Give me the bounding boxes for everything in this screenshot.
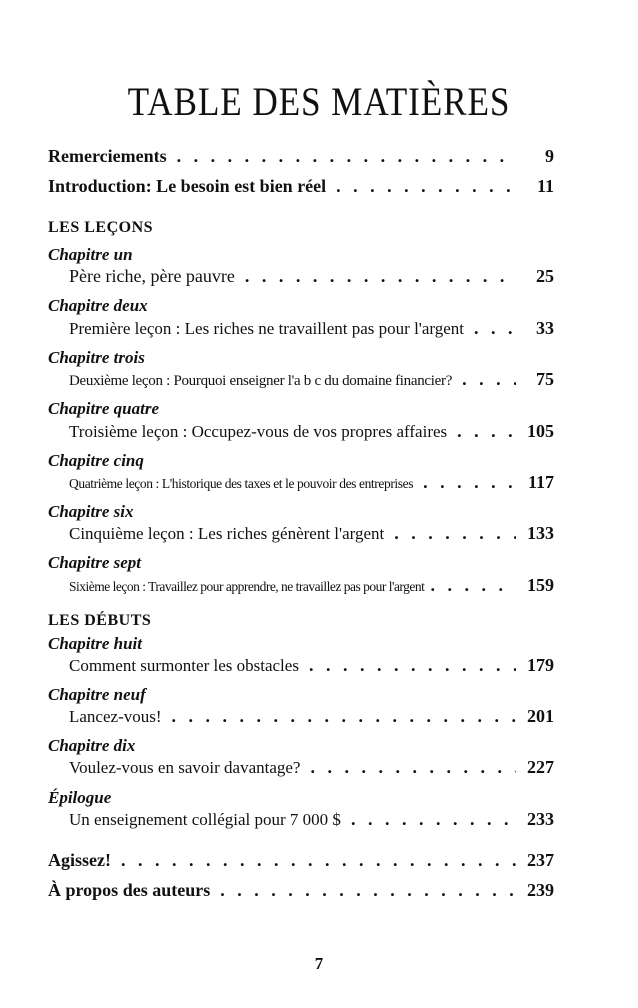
toc-entry-page: 159	[527, 575, 554, 595]
section-heading-debuts: LES DÉBUTS	[48, 612, 152, 629]
toc-entry	[69, 655, 554, 681]
toc-entry	[69, 421, 554, 447]
dot-leader	[245, 266, 516, 287]
page-title: TABLE DES MATIÈRES	[127, 79, 511, 124]
chapter-heading: Chapitre dix	[48, 736, 136, 755]
toc-entry-label: Père riche, père pauvre	[69, 266, 235, 286]
dot-leader	[121, 850, 516, 871]
toc-entry-label: Remerciements	[48, 146, 167, 166]
chapter-heading: Chapitre sept	[48, 553, 142, 572]
toc-entry-page: 9	[545, 146, 554, 166]
toc-entry-page: 117	[527, 472, 554, 492]
toc-entry-agissez	[48, 850, 554, 876]
toc-entry	[69, 757, 554, 783]
toc-entry-page: 237	[527, 850, 554, 870]
toc-entry-label: Introduction: Le besoin est bien réel	[48, 176, 327, 196]
dot-leader	[220, 880, 516, 901]
toc-entry-label: Un enseignement collégial pour 7 000 $	[69, 810, 341, 829]
dot-leader	[336, 176, 516, 197]
dot-leader	[457, 421, 516, 442]
toc-entry-page: 25	[536, 266, 554, 286]
toc-entry-page: 105	[527, 421, 554, 441]
chapter-heading: Chapitre un	[48, 245, 133, 264]
toc-entry-page: 75	[536, 369, 554, 389]
dot-leader	[423, 472, 516, 493]
toc-entry-page: 233	[527, 809, 554, 829]
toc-entry-a-propos	[48, 880, 554, 906]
toc-entry-page: 201	[527, 706, 554, 726]
toc-entry	[69, 706, 554, 732]
dot-leader	[430, 575, 516, 596]
chapter-heading: Chapitre neuf	[48, 685, 146, 704]
dot-leader	[309, 655, 516, 676]
section-heading-lecons: LES LEÇONS	[48, 219, 154, 236]
toc-entry	[69, 472, 554, 498]
toc-entry	[69, 523, 554, 549]
chapter-heading: Chapitre trois	[48, 348, 145, 367]
dot-leader	[177, 146, 516, 167]
dot-leader	[474, 318, 516, 339]
toc-entry-label: Cinquième leçon : Les riches génèrent l'argent	[69, 524, 385, 543]
toc-entry	[69, 318, 554, 344]
toc-entry-page: 179	[527, 655, 554, 675]
toc-entry-introduction	[48, 176, 554, 202]
toc-entry-label: Deuxième leçon : Pourquoi enseigner l'a b c du domaine financier?	[69, 373, 453, 389]
toc-entry-label: Troisième leçon : Occupez-vous de vos propres affaires	[69, 422, 448, 441]
dot-leader	[310, 757, 516, 778]
toc-entry-label: Sixième leçon : Travaillez pour apprendre, ne travaillez pas pour l'argent	[69, 579, 425, 594]
chapter-heading: Épilogue	[48, 788, 112, 807]
toc-entry-remerciements	[48, 146, 554, 172]
toc-entry-page: 33	[536, 318, 554, 338]
chapter-heading: Chapitre six	[48, 502, 134, 521]
dot-leader	[462, 369, 516, 390]
toc-entry	[69, 575, 554, 601]
toc-entry-page: 11	[536, 176, 554, 196]
chapter-heading: Chapitre quatre	[48, 399, 159, 418]
dot-leader	[394, 523, 516, 544]
toc-entry-label: À propos des auteurs	[48, 880, 211, 900]
toc-entry	[69, 809, 554, 835]
dot-leader	[351, 809, 516, 830]
toc-entry-label: Voulez-vous en savoir davantage?	[69, 758, 301, 777]
chapter-heading: Chapitre cinq	[48, 451, 144, 470]
toc-entry-label: Première leçon : Les riches ne travaillent pas pour l'argent	[69, 319, 465, 338]
toc-entry-page: 227	[527, 757, 554, 777]
toc-entry-label: Agissez!	[48, 850, 111, 870]
toc-entry	[69, 266, 554, 292]
toc-entry-page: 133	[527, 523, 554, 543]
toc-entry-label: Quatrième leçon : L'historique des taxes et le pouvoir des entreprises	[69, 476, 414, 491]
dot-leader	[172, 706, 516, 727]
toc-entry-label: Comment surmonter les obstacles	[69, 656, 299, 675]
chapter-heading: Chapitre huit	[48, 634, 143, 653]
toc-entry-label: Lancez-vous!	[69, 707, 162, 726]
chapter-heading: Chapitre deux	[48, 296, 148, 315]
toc-entry	[69, 369, 554, 395]
toc-entry-page: 239	[527, 880, 554, 900]
page-number: 7	[314, 954, 324, 973]
